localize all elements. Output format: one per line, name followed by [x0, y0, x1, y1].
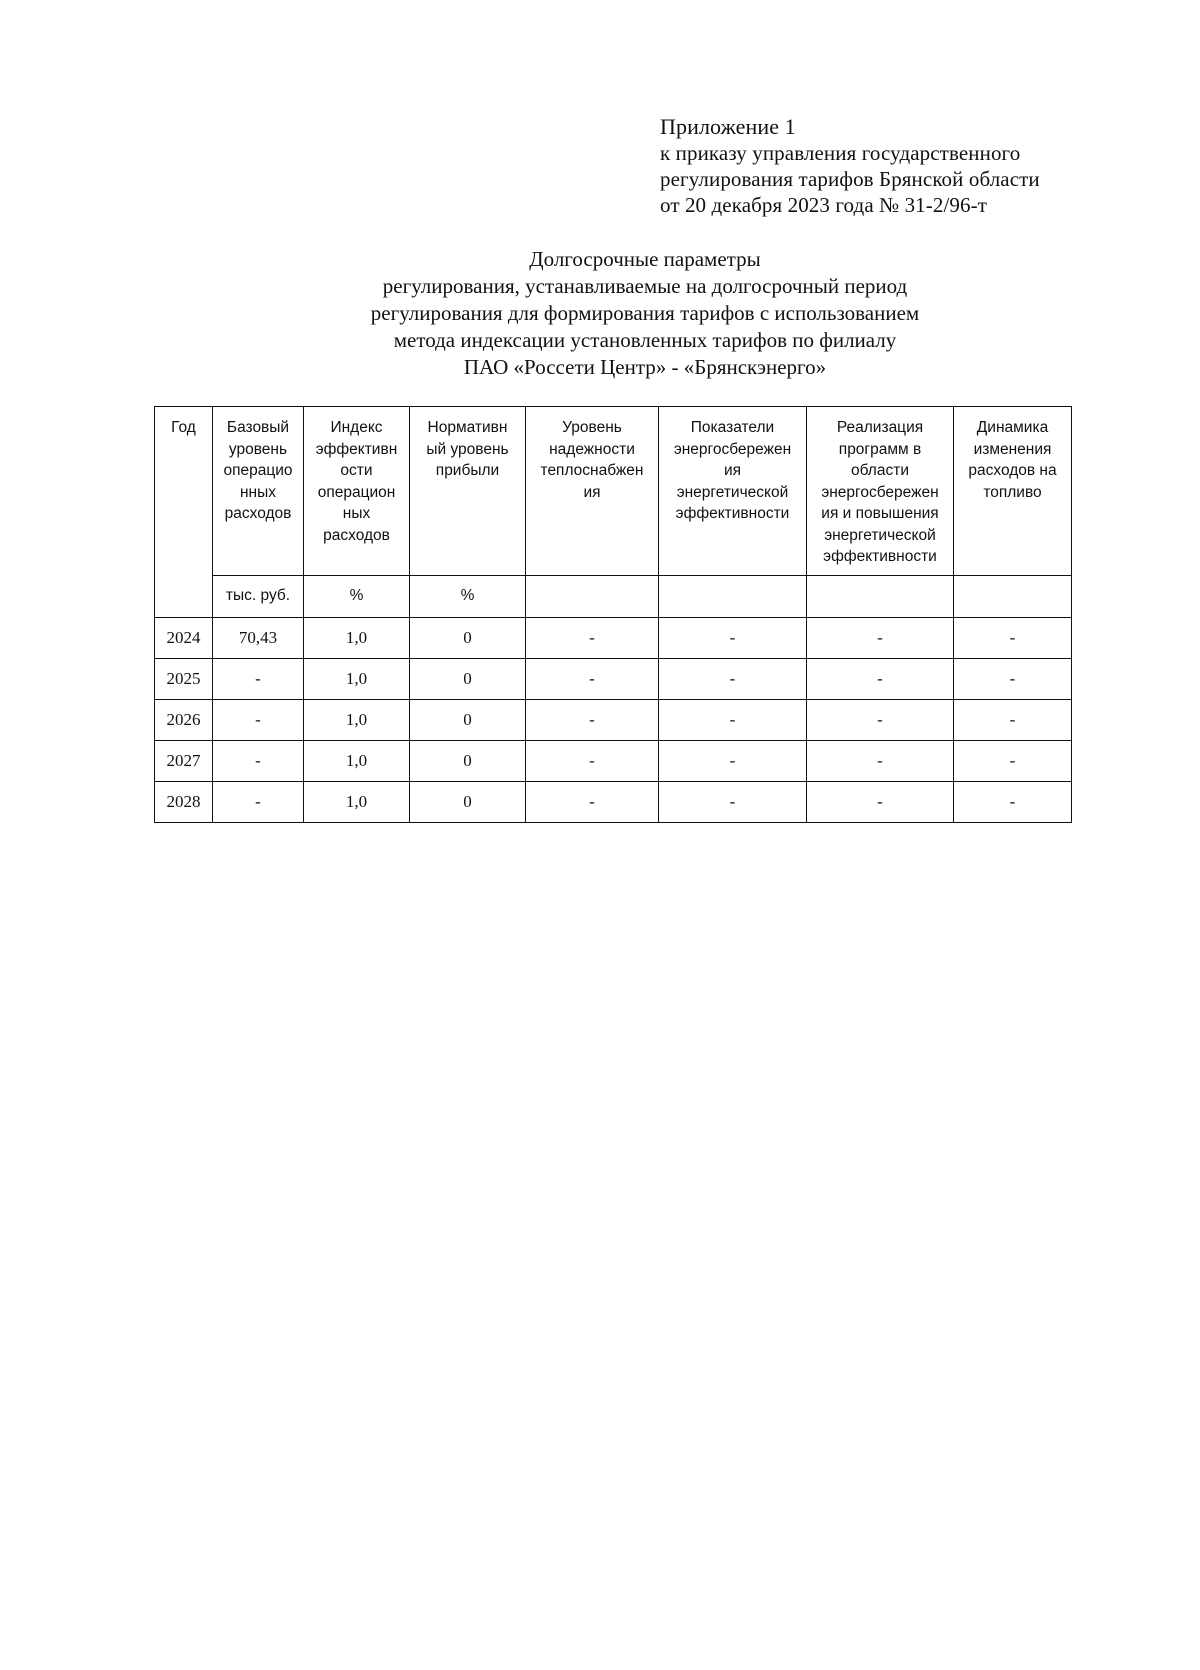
table-cell: 1,0 [304, 659, 410, 700]
header-line: топливо [983, 483, 1042, 501]
table-row [155, 782, 1072, 823]
header-line: ости [340, 462, 373, 479]
table-cell: - [659, 782, 807, 823]
table-cell: 1,0 [304, 741, 410, 782]
header-line: ый уровень [426, 440, 509, 458]
header-line: расходов на [968, 462, 1057, 479]
appendix-line: Приложение 1 [660, 114, 796, 139]
table-cell: - [526, 782, 659, 823]
header-line: Индекс [330, 419, 383, 436]
header-line: изменения [973, 440, 1052, 458]
table-header-row [155, 407, 1072, 576]
table-cell: - [213, 782, 304, 823]
unit-cell: % [410, 576, 526, 618]
header-line: ия [583, 483, 601, 501]
unit-cell: % [304, 576, 410, 618]
header-line: энергетической [824, 526, 936, 544]
header-cell-profit-level [410, 407, 526, 576]
table-cell: 1,0 [304, 700, 410, 741]
table-cell: - [954, 700, 1072, 741]
header-line: прибыли [435, 462, 500, 479]
header-cell-efficiency-index [304, 407, 410, 576]
header-line: надежности [549, 440, 635, 458]
table-row [155, 659, 1072, 700]
header-line: эффективн [315, 440, 398, 458]
header-cell-energy-saving-programs [807, 407, 954, 576]
header-line: программ в [838, 440, 922, 458]
title-line: Долгосрочные параметры [529, 247, 761, 271]
header-line: Реализация [836, 419, 924, 436]
header-line: Динамика [976, 419, 1049, 436]
table-cell: - [954, 741, 1072, 782]
table-cell: - [213, 659, 304, 700]
table-cell: - [659, 700, 807, 741]
unit-cell [807, 576, 954, 618]
table-cell: - [954, 659, 1072, 700]
year-cell: 2025 [155, 659, 213, 700]
year-cell: 2026 [155, 700, 213, 741]
table-cell: - [213, 741, 304, 782]
header-line: расходов [323, 526, 390, 544]
document-title [300, 246, 990, 381]
table-cell: 1,0 [304, 618, 410, 659]
appendix-line: от 20 декабря 2023 года № 31-2/96-т [660, 193, 987, 217]
table-cell: - [954, 782, 1072, 823]
header-line: ных [342, 505, 371, 522]
header-line: нных [239, 483, 276, 501]
header-cell-fuel-cost-dynamics [954, 407, 1072, 576]
table-cell: - [659, 659, 807, 700]
header-line: эффективности [675, 505, 790, 522]
table-cell: - [807, 618, 954, 659]
appendix-line: регулирования тарифов Брянской области [660, 167, 1040, 191]
table-cell: 0 [410, 741, 526, 782]
header-line: Показатели [690, 419, 775, 436]
header-line: уровень [228, 440, 288, 458]
header-line: расходов [224, 505, 292, 522]
table-cell: 0 [410, 618, 526, 659]
header-line: ия [723, 462, 742, 479]
table-cell: - [807, 782, 954, 823]
header-cell-year [155, 407, 213, 618]
header-line: энергосбережен [673, 440, 792, 458]
table-cell: - [526, 618, 659, 659]
unit-cell: тыс. руб. [213, 576, 304, 618]
year-cell: 2028 [155, 782, 213, 823]
table-cell: 70,43 [213, 618, 304, 659]
title-line: метода индексации установленных тарифов по филиалу [393, 328, 897, 352]
header-line: Уровень [562, 419, 622, 436]
header-line: области [851, 462, 909, 479]
header-line: операцио [223, 462, 293, 479]
table-cell: - [807, 700, 954, 741]
table-cell: - [526, 741, 659, 782]
title-line: регулирования, устанавливаемые на долгосрочный период [382, 274, 908, 298]
header-line: энергетической [676, 483, 789, 501]
appendix-reference [660, 114, 1180, 218]
title-line: ПАО «Россети Центр» - «Брянскэнерго» [463, 355, 827, 379]
table-cell: - [659, 741, 807, 782]
header-cell-energy-saving-indicators [659, 407, 807, 576]
header-cell-reliability [526, 407, 659, 576]
title-line: регулирования для формирования тарифов с использованием [370, 301, 920, 325]
table-cell: - [659, 618, 807, 659]
table-cell: - [807, 741, 954, 782]
table-row [155, 741, 1072, 782]
table-cell: 1,0 [304, 782, 410, 823]
table-cell: 0 [410, 659, 526, 700]
header-line: ия и повышения [821, 505, 939, 522]
table-cell: - [954, 618, 1072, 659]
table-cell: - [213, 700, 304, 741]
table-cell: 0 [410, 782, 526, 823]
year-cell: 2024 [155, 618, 213, 659]
appendix-line: к приказу управления государственного [660, 141, 1021, 165]
year-cell: 2027 [155, 741, 213, 782]
table-cell: - [526, 700, 659, 741]
header-line: операцион [317, 483, 396, 501]
header-line: энергосбережен [821, 483, 939, 501]
header-line: Базовый [226, 419, 290, 436]
unit-cell [659, 576, 807, 618]
unit-cell [954, 576, 1072, 618]
header-line: теплоснабжен [540, 462, 644, 479]
table-row [155, 618, 1072, 659]
table-cell: - [807, 659, 954, 700]
header-cell-base-opex [213, 407, 304, 576]
table-cell: 0 [410, 700, 526, 741]
header-line: Год [171, 419, 196, 436]
header-line: Нормативн [427, 419, 508, 436]
unit-cell [526, 576, 659, 618]
parameters-table [154, 406, 1072, 823]
table-units-row [155, 576, 1072, 618]
table-cell: - [526, 659, 659, 700]
table-row [155, 700, 1072, 741]
header-line: эффективности [823, 548, 937, 565]
